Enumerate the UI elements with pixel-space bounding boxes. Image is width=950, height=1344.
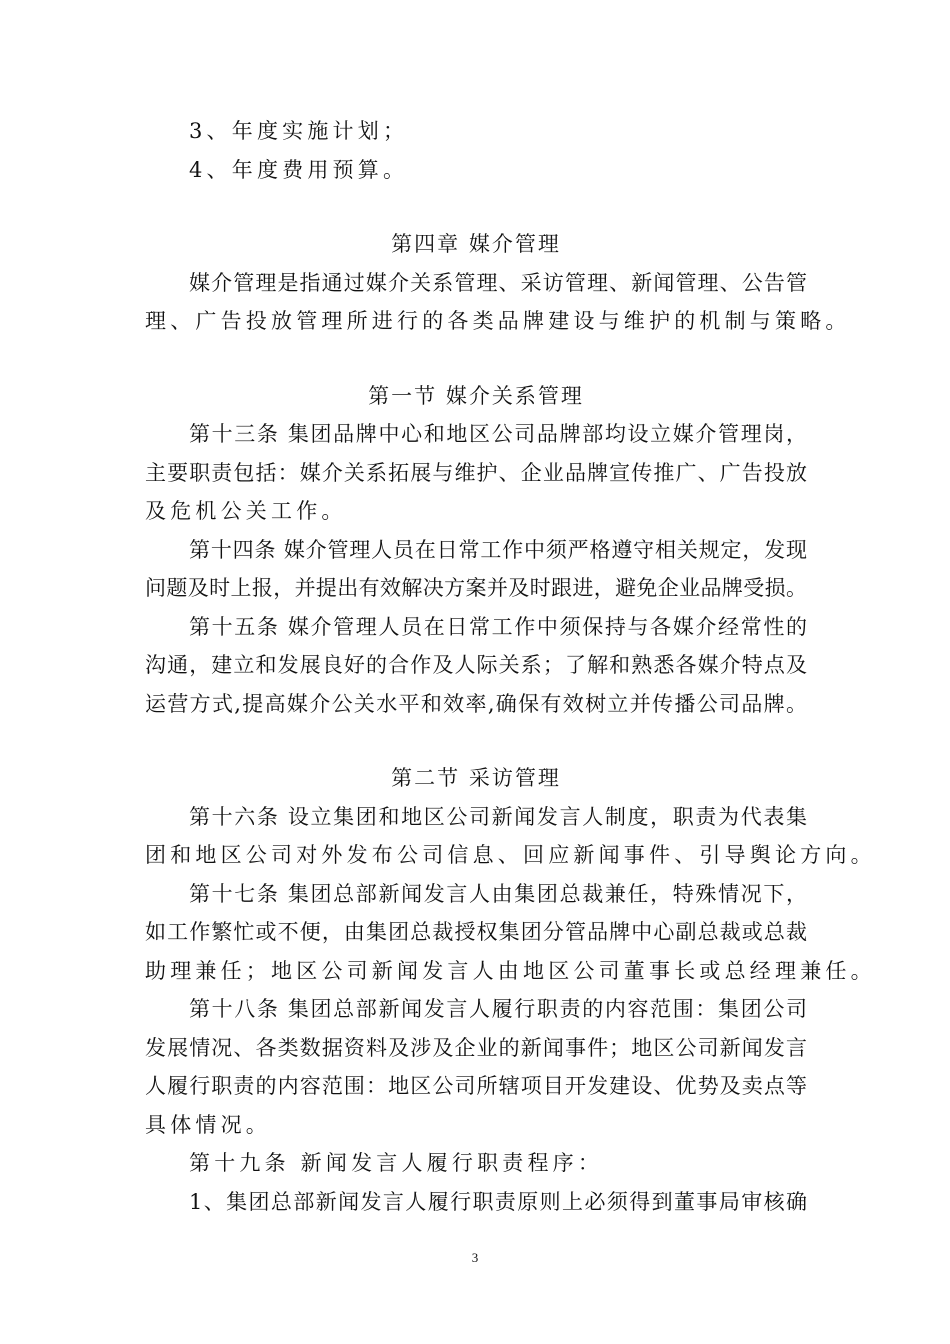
text-line: 第十七条 集团总部新闻发言人由集团总裁兼任，特殊情况下， — [189, 881, 807, 906]
text-line: 第十六条 设立集团和地区公司新闻发言人制度，职责为代表集 — [189, 804, 807, 829]
text-line: 理、广告投放管理所进行的各类品牌建设与维护的机制与策略。 — [145, 309, 851, 333]
text-line: 1、集团总部新闻发言人履行职责原则上必须得到董事局审核确 — [189, 1189, 807, 1214]
document-body — [145, 112, 876, 1221]
section-heading: 第二节 采访管理 — [391, 766, 561, 790]
paragraph-gap — [145, 723, 807, 759]
text-line: 及危机公关工作。 — [145, 499, 347, 523]
text-line: 问题及时上报，并提出有效解决方案并及时跟进，避免企业品牌受损。 — [145, 576, 807, 600]
text-line: 具体情况。 — [145, 1112, 271, 1137]
text-line: 第十五条 媒介管理人员在日常工作中须保持与各媒介经常性的 — [189, 614, 807, 639]
text-line: 第十八条 集团总部新闻发言人履行职责的内容范围：集团公司 — [189, 997, 807, 1021]
text-line: 团和地区公司对外发布公司信息、回应新闻事件、引导舆论方向。 — [145, 843, 876, 867]
page-number: 3 — [471, 1250, 479, 1265]
text-line: 发展情况、各类数据资料及涉及企业的新闻事件；地区公司新闻发言 — [145, 1035, 807, 1060]
paragraph-gap — [145, 189, 807, 225]
text-line: 第十三条 集团品牌中心和地区公司品牌部均设立媒介管理岗， — [189, 422, 807, 446]
section-heading: 第四章 媒介管理 — [391, 232, 561, 256]
text-line: 第十九条 新闻发言人履行职责程序： — [189, 1151, 604, 1175]
text-line: 4、年度费用预算。 — [189, 157, 409, 182]
text-line: 主要职责包括：媒介关系拓展与维护、企业品牌宣传推广、广告投放 — [145, 460, 807, 485]
text-line: 如工作繁忙或不便，由集团总裁授权集团分管品牌中心副总裁或总裁 — [145, 920, 807, 944]
text-line: 3、年度实施计划； — [189, 119, 409, 143]
paragraph-gap — [145, 341, 807, 377]
text-line: 人履行职责的内容范围：地区公司所辖项目开发建设、优势及卖点等 — [145, 1074, 807, 1098]
text-line: 运营方式,提高媒介公关水平和效率,确保有效树立并传播公司品牌。 — [145, 691, 807, 716]
section-heading: 第一节 媒介关系管理 — [368, 383, 584, 408]
text-line: 媒介管理是指通过媒介关系管理、采访管理、新闻管理、公告管 — [189, 270, 807, 295]
text-line: 第十四条 媒介管理人员在日常工作中须严格遵守相关规定，发现 — [189, 537, 807, 562]
text-line: 沟通，建立和发展良好的合作及人际关系；了解和熟悉各媒介特点及 — [145, 653, 807, 677]
text-line: 助理兼任；地区公司新闻发言人由地区公司董事长或总经理兼任。 — [145, 958, 876, 983]
